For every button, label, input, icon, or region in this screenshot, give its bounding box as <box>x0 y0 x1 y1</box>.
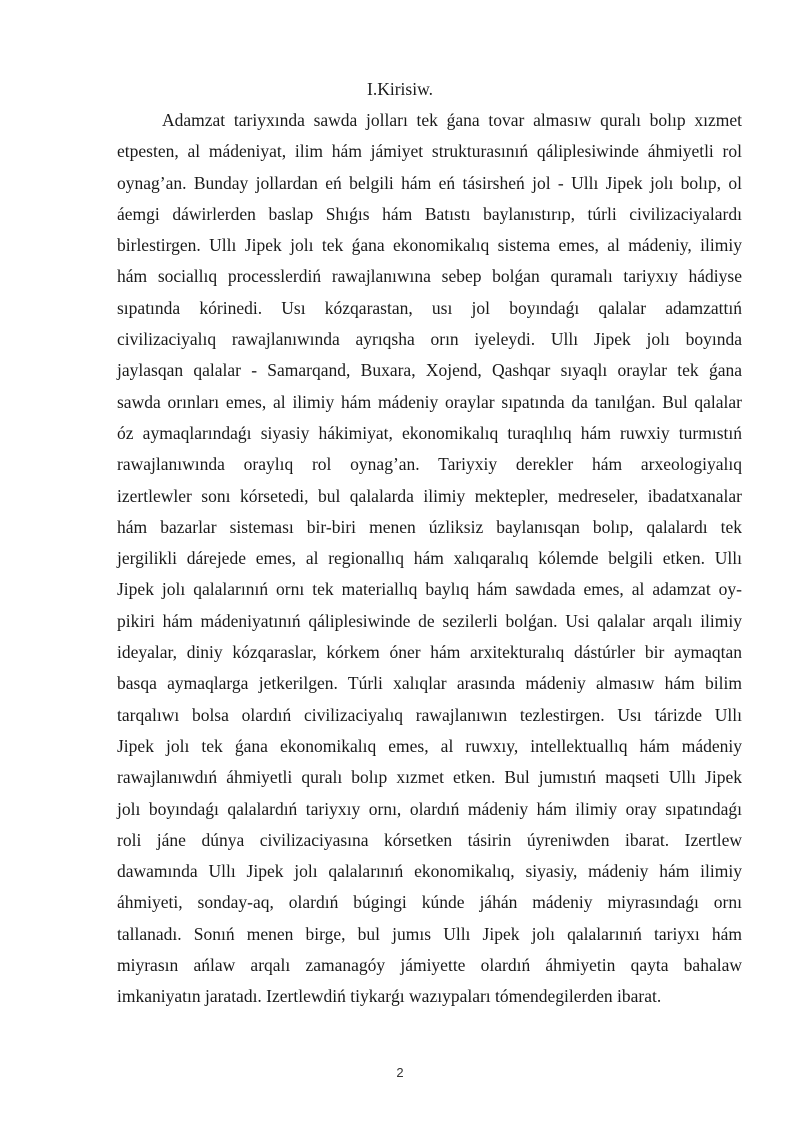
text-line: rawajlanıwında oraylıq rol oynag’an. Tariyxiy derekler hám arxeologiyalıq <box>117 454 742 475</box>
text-line: áhmiyeti, sonday-aq, olardıń búgingi kúnde jáhán mádeniy miyrasındaǵı ornı <box>117 892 742 913</box>
text-line: dawamında Ullı Jipek jolı qalalarınıń ekonomikalıq, siyasiy, mádeniy hám ilimiy <box>117 861 742 882</box>
text-line: óz aymaqlarındaǵı siyasiy hákimiyat, ekonomikalıq turaqlılıq hám ruwxiy turmıstıń <box>117 422 742 443</box>
text-line: Jipek jolı qalalarınıń ornı tek materiallıq baylıq hám sawdada emes, al adamzat oy- <box>117 579 742 600</box>
text-line: oynag’an. Bunday jollardan eń belgili hám eń tásirsheń jol - Ullı Jipek jolı bolıp, ol <box>117 172 742 193</box>
text-line: áemgi dáwirlerden baslap Shıǵıs hám Batıstı baylanıstırıp, túrli civilizaciyalardı <box>117 203 742 224</box>
text-line: tarqalıwı bolsa olardıń civilizaciyalıq rawajlanıwın tezlestirgen. Usı tárizde Ullı <box>117 704 742 725</box>
text-line: miyrasın ańlaw arqalı zamanagóy jámiyette olardıń áhmiyetin qayta bahalaw <box>117 955 742 976</box>
text-line: sawda orınları emes, al ilimiy hám mádeniy oraylar sıpatında da tanılǵan. Bul qalalar <box>117 391 742 412</box>
text-line: jaylasqan qalalar - Samarqand, Buxara, Xojend, Qashqar sıyaqlı oraylar tek ǵana <box>117 360 742 381</box>
text-line: tallanadı. Sonıń menen birge, bul jumıs Ullı Jipek jolı qalalarınıń tariyxı hám <box>117 923 742 944</box>
text-line: hám sociallıq processlerdiń rawajlanıwına sebep bolǵan quramalı tariyxıy hádiyse <box>117 266 742 287</box>
text-line: jolı boyındaǵı qalalardıń tariyxıy ornı, olardıń mádeniy hám ilimiy oray sıpatındaǵı <box>117 798 742 819</box>
text-line: basqa aymaqlarga jetkerilgen. Túrli xalıqlar arasında mádeniy almasıw hám bilim <box>117 673 742 694</box>
section-heading: I.Kirisiw. <box>367 79 433 99</box>
text-line: Adamzat tariyxında sawda jolları tek ǵana tovar almasıw quralı bolıp xızmet <box>162 110 742 130</box>
text-line: rawajlanıwdıń áhmiyetli quralı bolıp xızmet etken. Bul jumıstıń maqseti Ullı Jipek <box>117 767 742 788</box>
text-line: ideyalar, diniy kózqaraslar, kórkem óner hám arxitekturalıq dástúrler bir aymaqtan <box>117 642 742 663</box>
text-line: izertlewler sonı kórsetedi, bul qalalarda ilimiy mektepler, medreseler, ibadatxanalar <box>117 485 742 506</box>
text-line: birlestirgen. Ullı Jipek jolı tek ǵana ekonomikalıq sistema emes, al mádeniy, ilimiy <box>117 235 742 256</box>
text-line: civilizaciyalıq rawajlanıwında ayrıqsha orın iyeleydi. Ullı Jipek jolı boyında <box>117 329 742 350</box>
text-line: jergilikli dárejede emes, al regionallıq hám xalıqaralıq kólemde belgili etken. Ullı <box>117 548 742 569</box>
page-number: 2 <box>396 1065 404 1080</box>
text-line: hám bazarlar sisteması bir-biri menen úzliksiz baylanısqan bolıp, qalalardı tek <box>117 516 742 537</box>
body-text <box>117 105 742 1013</box>
text-line: etpesten, al mádeniyat, ilim hám jámiyet strukturasınıń qáliplesiwinde áhmiyetli rol <box>117 141 742 162</box>
text-line: pikiri hám mádeniyatınıń qáliplesiwinde de sezilerli bolǵan. Usi qalalar arqalı ilimiy <box>117 610 742 631</box>
text-line: sıpatında kórinedi. Usı kózqarastan, usı jol boyındaǵı qalalar adamzattıń <box>117 297 742 318</box>
text-line: Jipek jolı tek ǵana ekonomikalıq emes, al ruwxıy, intellektuallıq hám mádeniy <box>117 735 742 756</box>
text-line: imkaniyatın jaratadı. Izertlewdiń tiykarǵı wazıypaları tómendegilerden ibarat. <box>117 986 662 1007</box>
text-line: roli jáne dúnya civilizaciyasına kórsetken tásirin úyreniwden ibarat. Izertlew <box>117 829 742 850</box>
